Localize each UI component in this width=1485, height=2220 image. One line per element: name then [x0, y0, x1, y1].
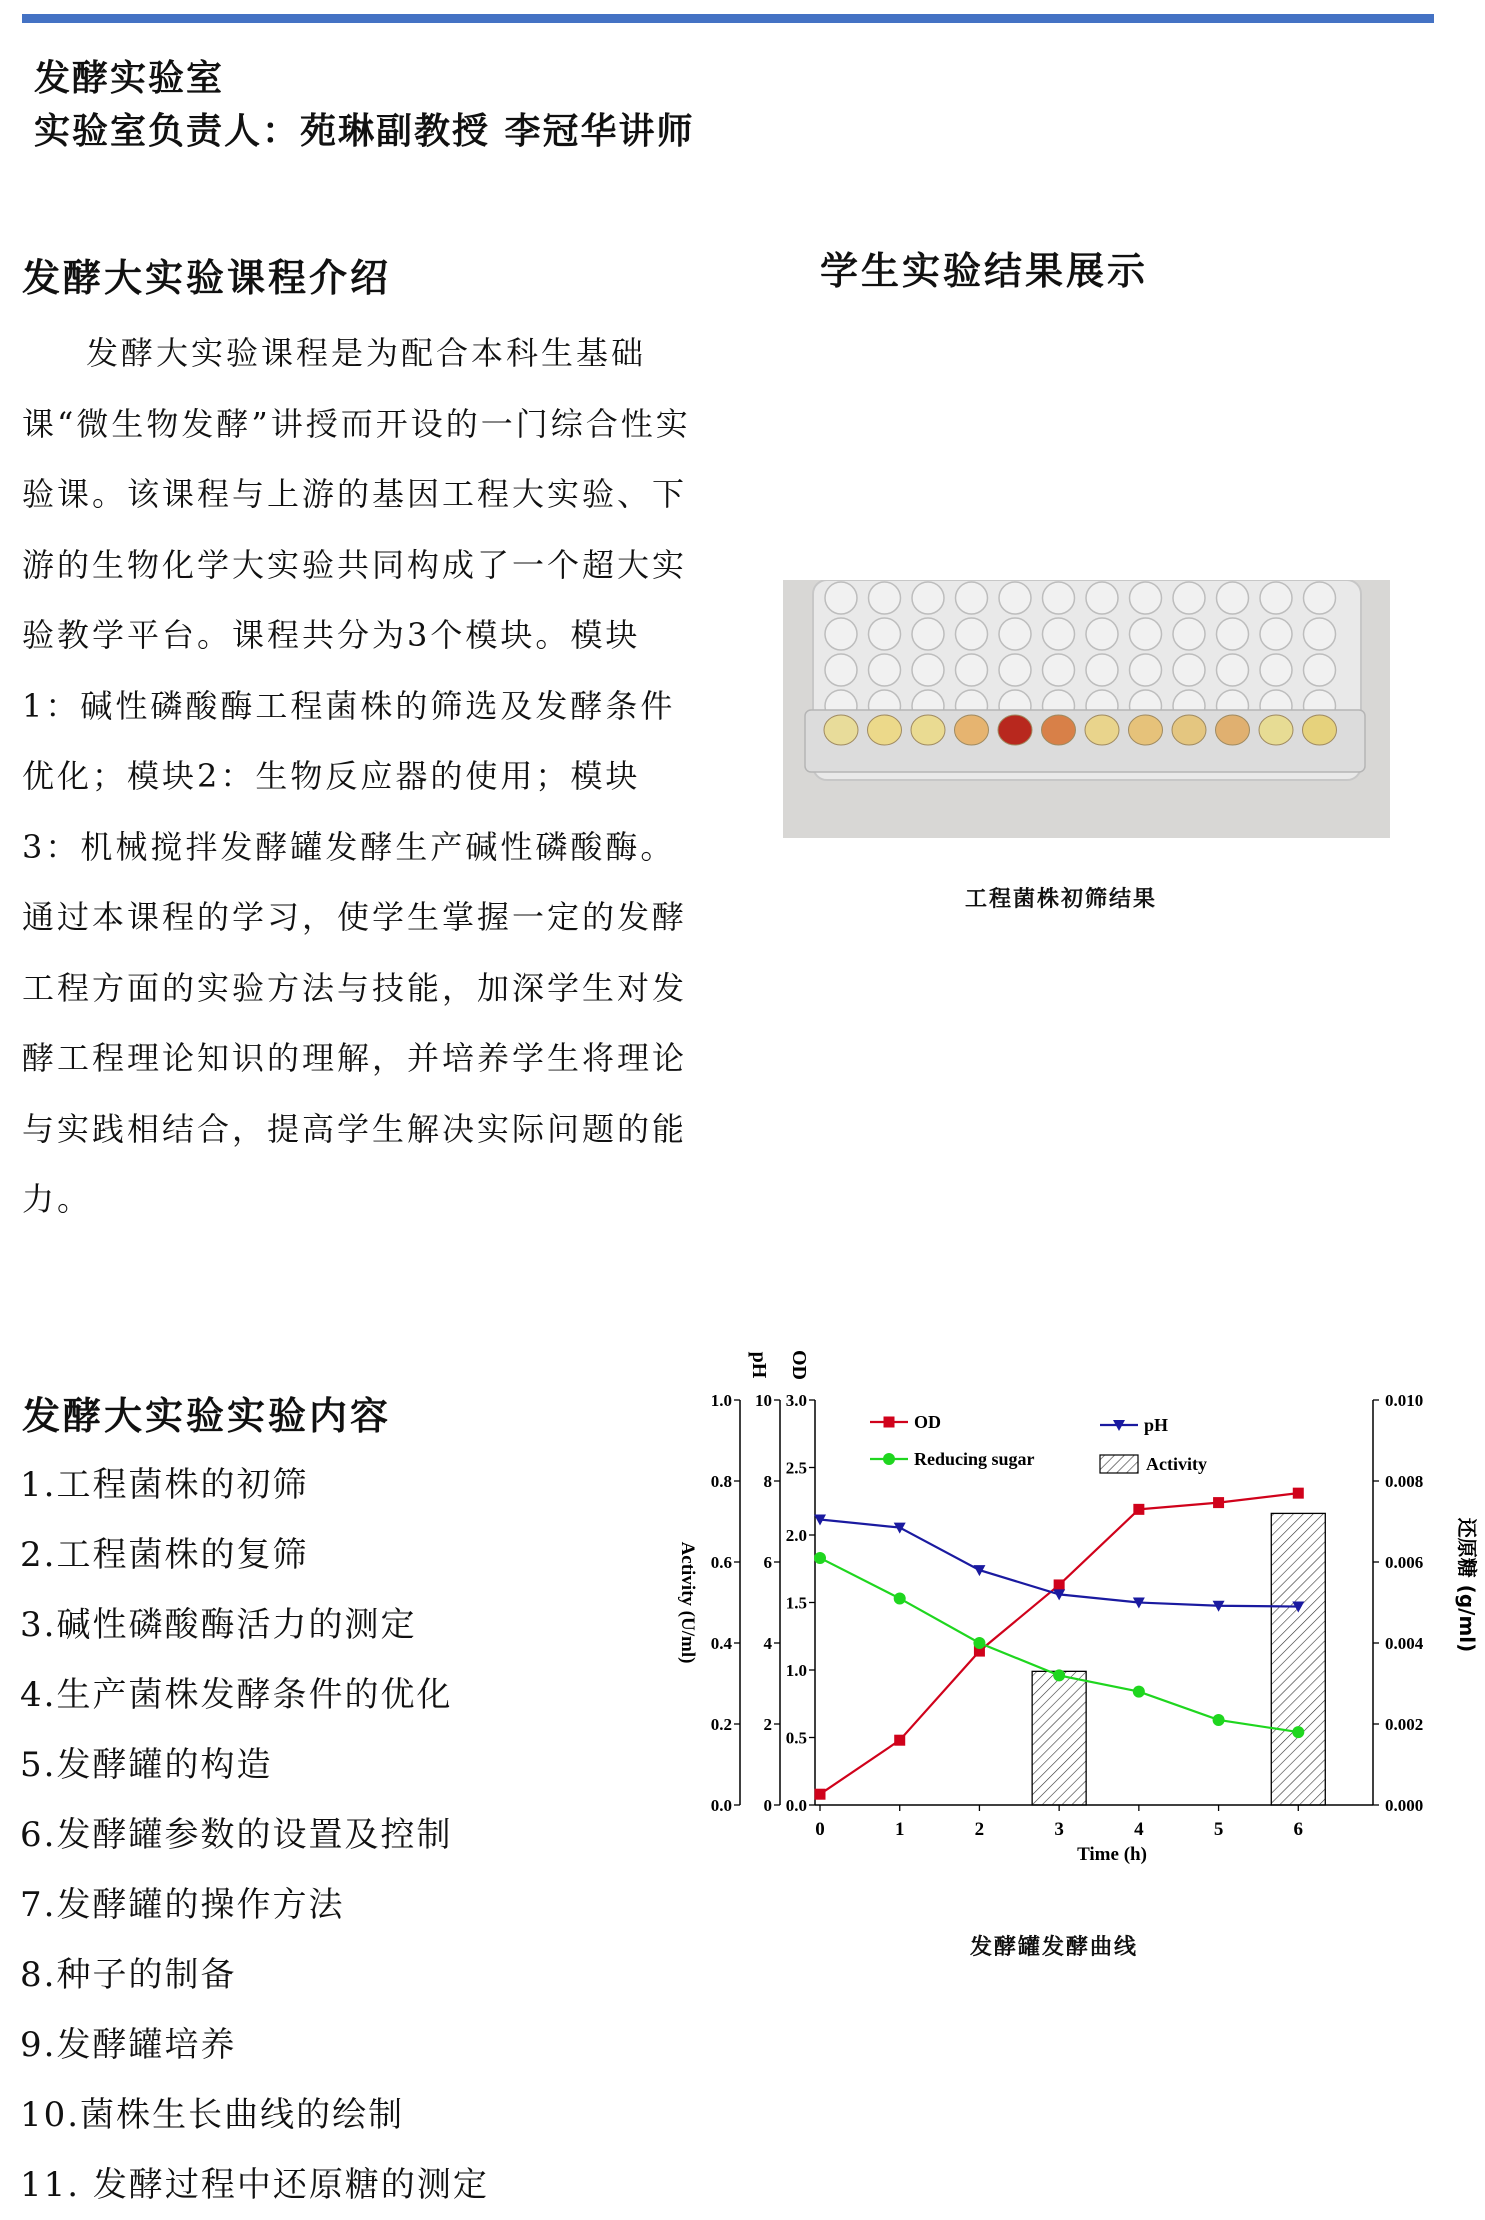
sugar-point	[973, 1637, 985, 1649]
intro-paragraph: 发酵大实验课程是为配合本科生基础课“微生物发酵”讲授而开设的一门综合性实验课。该课程与上游的基因工程大实验、下游的生物化学大实验共同构成了一个超大实验教学平台。课程共分为3个模块。模块1：碱性磷酸酶工程菌株的筛选及发酵条件优化；模块2：生物反应器的使用；模块3：机械搅拌发酵罐发酵生产碱性磷酸酶。通过本课程的学习，使学生掌握一定的发酵工程方面的实验方法与技能，加深学生对发酵工程理论知识的理解，并培养学生将理论与实践相结合，提高学生解决实际问题的能力。	[22, 334, 691, 1218]
sugar-point	[1213, 1714, 1225, 1726]
od-point	[815, 1789, 826, 1800]
x-tick-label: 5	[1213, 1819, 1224, 1840]
activity-tick-label: 1.0	[710, 1391, 732, 1410]
od-point	[1213, 1497, 1224, 1508]
content-list-item: 4.生产菌株发酵条件的优化	[20, 1675, 453, 1715]
results-heading: 学生实验结果展示	[820, 249, 1149, 293]
plate-well	[869, 582, 901, 614]
sugar-point	[1292, 1726, 1304, 1738]
plate-well	[1173, 618, 1205, 650]
plate-well	[1217, 618, 1249, 650]
od-point	[1054, 1579, 1065, 1590]
top-accent-bar	[22, 14, 1434, 23]
content-list-item: 8.种子的制备	[20, 1955, 237, 1995]
sugar-tick-label: 0.000	[1385, 1796, 1424, 1815]
sample-well	[1085, 715, 1119, 745]
x-tick-label: 2	[974, 1819, 985, 1840]
plate-well	[825, 654, 857, 686]
od-tick-label: 1.5	[785, 1593, 807, 1613]
od-tick-label: 1.0	[785, 1661, 807, 1680]
sample-well	[868, 715, 902, 745]
sugar-point	[1133, 1686, 1145, 1698]
x-tick-label: 0	[815, 1819, 825, 1840]
sample-well	[998, 715, 1032, 745]
plate-well	[912, 582, 944, 614]
plate-well	[999, 582, 1031, 614]
sugar-axis-title: 还原糖 (g/ml)	[1455, 1517, 1479, 1653]
x-axis-title: Time (h)	[1077, 1844, 1147, 1865]
x-tick-label: 4	[1134, 1819, 1144, 1840]
content-list-item: 3.碱性磷酸酶活力的测定	[20, 1605, 417, 1645]
plate-well	[1043, 654, 1075, 686]
ph-tick-label: 0	[763, 1796, 772, 1815]
x-tick-label: 3	[1054, 1819, 1064, 1840]
microplate-illustration	[783, 580, 1390, 838]
ph-tick-label: 4	[763, 1634, 772, 1653]
plate-well	[1130, 582, 1162, 614]
sugar-tick-label: 0.010	[1385, 1391, 1424, 1410]
plate-well	[956, 654, 988, 686]
plate-well	[999, 654, 1031, 686]
lab-leaders: 实验室负责人：苑琳副教授 李冠华讲师	[34, 111, 695, 152]
content-list-item: 1.工程菌株的初筛	[20, 1465, 309, 1505]
ph-axis-title: pH	[748, 1351, 770, 1379]
plate-well	[1217, 582, 1249, 614]
plate-well	[869, 654, 901, 686]
sugar-tick-label: 0.008	[1385, 1472, 1424, 1491]
activity-bar	[1271, 1513, 1325, 1805]
plate-well	[825, 618, 857, 650]
activity-tick-label: 0.6	[710, 1553, 732, 1572]
sugar-tick-label: 0.004	[1385, 1634, 1424, 1653]
photo-caption: 工程菌株初筛结果	[965, 887, 1158, 912]
plate-well	[1043, 582, 1075, 614]
legend-label: pH	[1144, 1415, 1169, 1435]
legend-od-marker	[884, 1417, 895, 1428]
activity-tick-label: 0.2	[710, 1715, 732, 1734]
plate-well	[1173, 654, 1205, 686]
sample-well	[1216, 715, 1250, 745]
od-tick-label: 3.0	[785, 1391, 807, 1410]
ph-tick-label: 8	[763, 1472, 772, 1491]
ph-tick-label: 2	[763, 1715, 772, 1734]
ph-tick-label: 10	[755, 1391, 772, 1410]
plate-well	[1043, 618, 1075, 650]
content-list-item: 2.工程菌株的复筛	[20, 1535, 309, 1575]
content-list-item: 6.发酵罐参数的设置及控制	[20, 1815, 453, 1855]
plate-well	[999, 618, 1031, 650]
plate-well	[956, 582, 988, 614]
plate-well	[956, 618, 988, 650]
activity-tick-label: 0.0	[710, 1796, 732, 1815]
ph-tick-label: 6	[763, 1553, 772, 1572]
plate-well	[1260, 582, 1292, 614]
od-axis-title: OD	[788, 1350, 810, 1380]
sugar-point	[894, 1592, 906, 1604]
legend-label: Reducing sugar	[914, 1449, 1035, 1469]
legend-activity-swatch	[1100, 1455, 1138, 1473]
od-tick-label: 2.0	[785, 1526, 807, 1545]
sample-well	[1042, 715, 1076, 745]
sample-well	[1172, 715, 1206, 745]
plate-well	[1086, 582, 1118, 614]
od-point	[894, 1735, 905, 1746]
activity-tick-label: 0.4	[710, 1634, 732, 1653]
od-tick-label: 0.0	[785, 1796, 807, 1815]
sample-well	[1129, 715, 1163, 745]
sample-well	[911, 715, 945, 745]
sugar-point	[1053, 1669, 1065, 1681]
content-list-item: 7.发酵罐的操作方法	[20, 1885, 345, 1925]
legend-label: Activity	[1146, 1454, 1207, 1474]
plate-well	[1130, 618, 1162, 650]
content-list-item: 10.菌株生长曲线的绘制	[20, 2095, 405, 2135]
fermentation-chart	[660, 1345, 1480, 1925]
content-list-item: 5.发酵罐的构造	[20, 1745, 273, 1785]
sugar-tick-label: 0.006	[1385, 1553, 1424, 1572]
plate-well	[1130, 654, 1162, 686]
chart-caption: 发酵罐发酵曲线	[970, 1935, 1139, 1960]
x-tick-label: 6	[1293, 1819, 1304, 1840]
activity-axis-title: Activity (U/ml)	[677, 1541, 698, 1664]
od-point	[1133, 1504, 1144, 1515]
content-list	[20, 1450, 489, 2220]
intro-body	[22, 318, 692, 1235]
plate-well	[1086, 654, 1118, 686]
legend-sugar-marker	[883, 1453, 895, 1465]
legend-label: OD	[914, 1412, 941, 1432]
sample-well	[824, 715, 858, 745]
sugar-point	[814, 1552, 826, 1564]
plate-well	[912, 618, 944, 650]
sample-well	[1259, 715, 1293, 745]
activity-bar	[1032, 1671, 1086, 1805]
content-list-item: 11. 发酵过程中还原糖的测定	[20, 2165, 489, 2205]
sample-well	[955, 715, 989, 745]
x-tick-label: 1	[894, 1819, 905, 1840]
content-heading: 发酵大实验实验内容	[22, 1394, 392, 1438]
plate-well	[1173, 582, 1205, 614]
microplate-photo	[783, 580, 1390, 838]
plate-well	[1260, 618, 1292, 650]
lab-name: 发酵实验室	[34, 58, 225, 99]
sugar-tick-label: 0.002	[1385, 1715, 1424, 1734]
sample-well	[1303, 715, 1337, 745]
content-list-item: 9.发酵罐培养	[20, 2025, 237, 2065]
od-point	[1293, 1488, 1304, 1499]
plate-well	[869, 618, 901, 650]
plate-well	[912, 654, 944, 686]
plate-well	[825, 582, 857, 614]
plate-well	[1217, 654, 1249, 686]
intro-heading: 发酵大实验课程介绍	[22, 256, 392, 300]
activity-tick-label: 0.8	[710, 1472, 732, 1491]
plate-well	[1260, 654, 1292, 686]
od-tick-label: 2.5	[785, 1458, 807, 1478]
plate-well	[1304, 582, 1336, 614]
plate-well	[1304, 654, 1336, 686]
plate-well	[1086, 618, 1118, 650]
plate-well	[1304, 618, 1336, 650]
od-tick-label: 0.5	[785, 1728, 807, 1748]
